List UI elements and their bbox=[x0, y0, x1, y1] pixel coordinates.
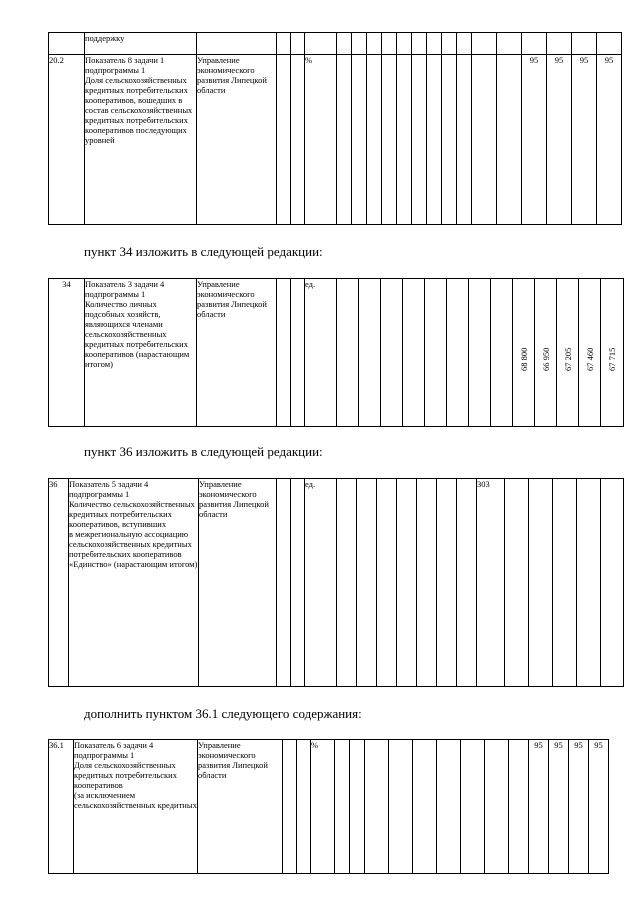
responsible-org: Управление экономического развития Липецкой области bbox=[198, 740, 283, 874]
value-cell bbox=[535, 279, 557, 427]
value-cell bbox=[601, 279, 624, 427]
responsible-org: Управление экономического развития Липецкой области bbox=[197, 55, 277, 225]
heading-item-36-1: дополнить пунктом 36.1 следующего содержания: bbox=[84, 706, 362, 721]
value-cell: 95 bbox=[522, 55, 547, 225]
value-cell bbox=[579, 279, 601, 427]
indicator-description: Показатель 5 задачи 4 подпрограммы 1 Количество сельскохозяйственных кредитных потребительских кооперативов, вступивших в межрегиональную ассоциацию сельскохозяйственных кредитных потребительских кооперативов «Единство» (нарастающим итогом) bbox=[69, 479, 199, 687]
value-cell: 95 bbox=[589, 740, 609, 874]
value-cell bbox=[557, 279, 579, 427]
value-text: 66 950 bbox=[541, 347, 551, 371]
value-text: 68 800 bbox=[519, 347, 529, 371]
unit: % bbox=[305, 55, 337, 225]
row-number: 36 bbox=[49, 479, 69, 687]
value-text: 67 205 bbox=[563, 347, 573, 371]
value-text: 67 715 bbox=[607, 347, 617, 371]
row-number: 36.1 bbox=[49, 740, 74, 874]
value-cell: 95 bbox=[597, 55, 622, 225]
unit: ед. bbox=[305, 479, 337, 687]
row-number: 34 bbox=[49, 279, 85, 427]
row-number: 20.2 bbox=[49, 55, 85, 225]
table-row-34 bbox=[48, 278, 624, 427]
indicator-description: Показатель 6 задачи 4 подпрограммы 1 Доля сельскохозяйственных кредитных потребительских кооперативов (за исключением сельскохозяйственных кредитных bbox=[74, 740, 198, 874]
indicator-description: Показатель 3 задачи 4 подпрограммы 1 Количество личных подсобных хозяйств, являющихся членами сельскохозяйственных кредитных потребительских кооперативов (нарастающим итогом) bbox=[85, 279, 197, 427]
value-cell: 95 bbox=[549, 740, 569, 874]
table-row-20-2 bbox=[48, 32, 622, 225]
value-cell: 95 bbox=[529, 740, 549, 874]
value-cell: 95 bbox=[572, 55, 597, 225]
table-row-36-1 bbox=[48, 739, 609, 874]
value-cell: 95 bbox=[569, 740, 589, 874]
responsible-org: Управление экономического развития Липецкой области bbox=[199, 479, 277, 687]
value-cell: 303 bbox=[477, 479, 505, 687]
table-row-36 bbox=[48, 478, 624, 687]
unit: ед. bbox=[305, 279, 337, 427]
continuation-text: поддержку bbox=[85, 33, 197, 55]
unit: % bbox=[311, 740, 335, 874]
heading-item-36: пункт 36 изложить в следующей редакции: bbox=[84, 444, 323, 459]
value-text: 67 460 bbox=[585, 347, 595, 371]
value-cell: 95 bbox=[547, 55, 572, 225]
heading-item-34: пункт 34 изложить в следующей редакции: bbox=[84, 244, 323, 259]
value-cell bbox=[513, 279, 535, 427]
indicator-description: Показатель 8 задачи 1 подпрограммы 1 Доля сельскохозяйственных кредитных потребительских кооперативов, вошедших в состав сельскохозяйственных кредитных потребительских кооперативов последующих уровней bbox=[85, 55, 197, 225]
responsible-org: Управление экономического развития Липецкой области bbox=[197, 279, 277, 427]
